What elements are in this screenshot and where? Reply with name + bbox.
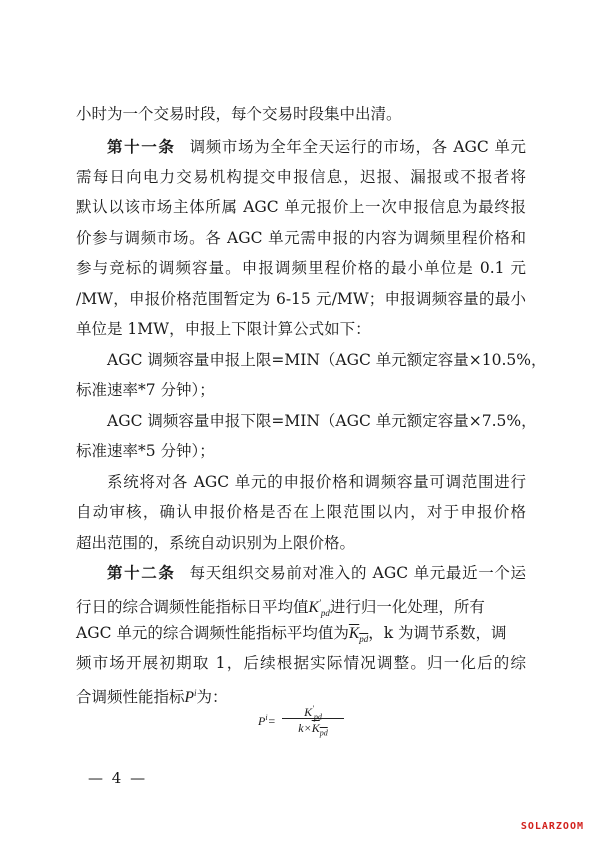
text-line: 单位是 1MW，申报上下限计算公式如下： bbox=[76, 320, 371, 338]
formula-upper-limit-cont: 标准速率*7 分钟）； bbox=[76, 381, 215, 399]
text-line: 行日的综合调频性能指标日平均值$K'_{pd}$进行归一化处理，所有 bbox=[76, 598, 485, 619]
text-line: 自动审核，确认申报价格是否在上限范围以内，对于申报价格 bbox=[76, 503, 526, 521]
text-line: 小时为一个交易时段，每个交易时段集中出清。 bbox=[76, 105, 402, 123]
formula-numerator: $K'_{pd}$ bbox=[304, 704, 322, 722]
k-pd-mean-symbol: $K_{pd}$ bbox=[348, 625, 369, 645]
text-line: 默认以该市场主体所属 AGC 单元报价上一次申报信息为最终报 bbox=[76, 198, 526, 216]
text-line: AGC 单元的综合调频性能指标平均值为$K_{pd}$，k 为调节系数，调 bbox=[76, 624, 507, 645]
text-line: 参与竞标的调频容量。申报调频里程价格的最小单位是 0.1 元 bbox=[76, 259, 526, 277]
page-number: — 4 — bbox=[88, 769, 148, 787]
formula-lhs: $P^i=$ bbox=[258, 713, 276, 728]
watermark-logo: SOLARZOOM bbox=[520, 821, 584, 832]
formula-upper-limit: AGC 调频容量申报上限=MIN（AGC 单元额定容量×10.5%， bbox=[107, 351, 547, 369]
article-11-text: 调频市场为全年全天运行的市场，各 AGC 单元 bbox=[189, 138, 526, 156]
article-12-first-line bbox=[107, 562, 526, 584]
formula-denominator: $k\times K_{pd}$ bbox=[298, 721, 328, 738]
normalization-formula bbox=[258, 700, 348, 744]
formula-fraction bbox=[282, 700, 344, 737]
text-line: 超出范围的，系统自动识别为上限价格。 bbox=[76, 534, 356, 552]
p-i-symbol: $P^i$ bbox=[184, 688, 197, 707]
text-line: 频市场开展初期取 1，后续根据实际情况调整。归一化后的综 bbox=[76, 654, 526, 672]
article-12-text: 每天组织交易前对准入的 AGC 单元最近一个运 bbox=[189, 564, 526, 582]
article-12-heading: 第十二条 bbox=[107, 563, 176, 582]
text-line: 价参与调频市场。各 AGC 单元需申报的内容为调频里程价格和 bbox=[76, 229, 526, 247]
formula-lower-limit-cont: 标准速率*5 分钟）； bbox=[76, 442, 215, 460]
k-pd-prime-symbol: $K'_{pd}$ bbox=[308, 598, 330, 619]
article-11-heading: 第十一条 bbox=[107, 137, 176, 156]
text-line: /MW，申报价格范围暂定为 6-15 元/MW；申报调频容量的最小 bbox=[76, 290, 526, 308]
article-11-first-line bbox=[107, 136, 526, 158]
formula-lower-limit: AGC 调频容量申报下限=MIN（AGC 单元额定容量×7.5%， bbox=[107, 412, 537, 430]
text-line: 需每日向电力交易机构提交申报信息，迟报、漏报或不报者将 bbox=[76, 168, 526, 186]
text-line: 系统将对各 AGC 单元的申报价格和调频容量可调范围进行 bbox=[107, 473, 526, 491]
text-line: 合调频性能指标$P^i$为： bbox=[76, 688, 228, 707]
